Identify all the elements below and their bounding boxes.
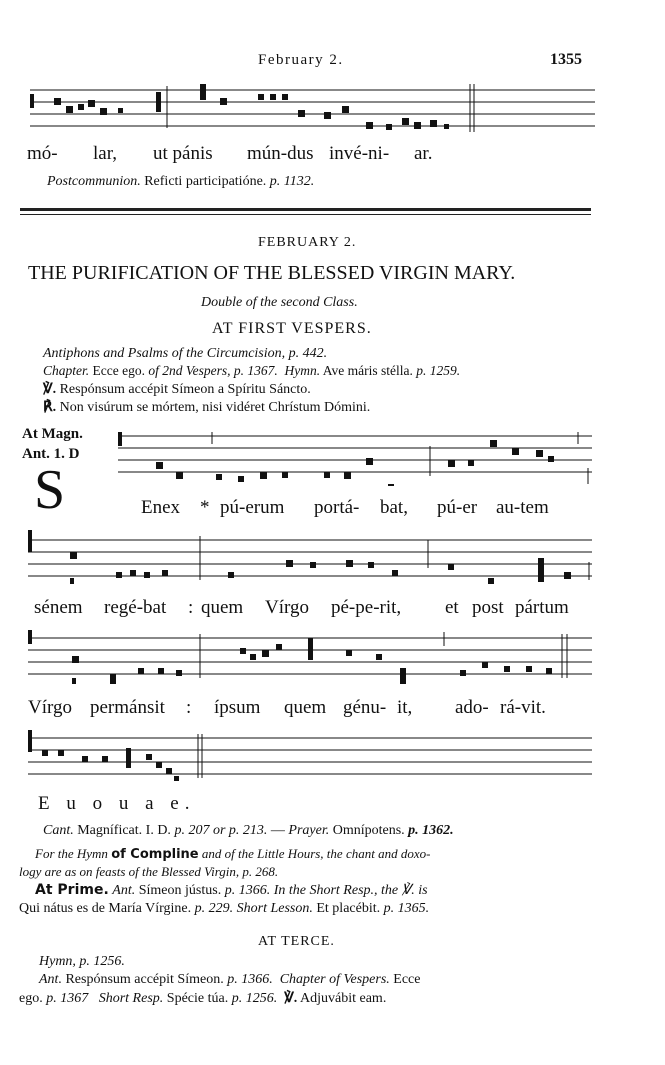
feast-rank: Double of the second Class.	[201, 295, 358, 310]
compline-b: of Compline	[111, 847, 199, 862]
compline-a: For the Hymn	[35, 846, 108, 861]
chapter-line	[43, 363, 460, 379]
lyric: ar.	[414, 143, 433, 164]
terce-v-text: Adjuvábit eam.	[300, 991, 387, 1006]
prime-line-1	[35, 882, 428, 899]
lyric: post	[472, 597, 504, 618]
prime-ant: Ant.	[112, 883, 136, 898]
section-divider-thin	[20, 214, 591, 215]
prayer-ref: p. 1362.	[408, 823, 454, 838]
lyric: ípsum	[214, 697, 261, 718]
lyric: ut pánis	[153, 143, 213, 164]
terce-chapter-text: Ecce	[393, 972, 421, 987]
versicle-sign: ℣.	[43, 382, 57, 397]
lyric: it,	[397, 697, 413, 718]
prime-line-2-text: Qui nátus es de María Vírgine.	[19, 901, 192, 916]
lesson-text: Et placébit.	[316, 901, 381, 916]
lyric: au-tem	[496, 497, 549, 518]
prime-text: Símeon jústus.	[138, 883, 222, 898]
response-sign: ℟.	[43, 400, 57, 415]
lyric: Vírgo	[265, 597, 309, 618]
ant-label: Ant. 1. D	[22, 446, 80, 462]
dash: —	[270, 823, 285, 838]
prayer-label: Prayer.	[288, 823, 330, 838]
compline-c: and of the Little Hours, the chant and doxo-	[201, 846, 431, 861]
cant-ref: p. 207	[174, 823, 210, 838]
music-staff-4	[28, 628, 592, 690]
response-line	[43, 399, 370, 416]
section-divider	[20, 208, 591, 211]
drop-cap-initial: S	[34, 459, 66, 521]
postcommunion-ref: p. 1132.	[269, 174, 315, 189]
compline-line-2: logy are as on feasts of the Blessed Virgin, p. 268.	[19, 864, 279, 879]
lyric: rá-vit.	[500, 697, 546, 718]
terce-line-1	[39, 972, 420, 988]
lyric: sénem	[34, 597, 83, 618]
chapter-text: Ecce ego.	[92, 363, 145, 378]
lyric: pú-er	[437, 497, 478, 518]
lyric: lar,	[93, 143, 118, 164]
prime-resp: In the Short Resp., the ℣. is	[273, 883, 428, 898]
section-first-vespers: AT FIRST VESPERS.	[212, 320, 372, 337]
prime-ref: p. 1366.	[224, 883, 271, 898]
cant-line	[43, 823, 454, 839]
prime-line-2	[19, 901, 429, 917]
feast-date: FEBRUARY 2.	[258, 235, 357, 250]
cant-or: or	[212, 823, 226, 838]
lyric: regé-bat	[104, 597, 167, 618]
feast-title: THE PURIFICATION OF THE BLESSED VIRGIN MARY.	[28, 262, 516, 284]
terce-ant-text: Respónsum accépit Símeon.	[65, 972, 224, 987]
lyric: pú-erum	[220, 497, 285, 518]
lyric: génu-	[343, 697, 387, 718]
terce-ant-ref: p. 1366.	[227, 972, 273, 987]
lyric: :	[186, 697, 192, 718]
prayer-text: Omnípotens.	[332, 823, 405, 838]
cant-label: Cant.	[43, 823, 74, 838]
chapter-label: Chapter.	[43, 363, 90, 378]
music-staff-5	[28, 728, 592, 788]
lyric: permánsit	[90, 697, 165, 718]
lyric: quem	[284, 697, 327, 718]
lyric: pártum	[515, 597, 569, 618]
prime-label: At Prime.	[35, 882, 109, 898]
compline-line-1	[35, 846, 430, 862]
lyric: invé-ni-	[329, 143, 390, 164]
hymn-text: Ave máris stélla.	[322, 363, 413, 378]
lesson-ref: p. 1365.	[383, 901, 430, 916]
chapter-ref: of 2nd Vespers, p. 1367.	[148, 363, 278, 378]
magn-label: At Magn.	[22, 426, 83, 442]
terce-hymn: Hymn, p. 1256.	[39, 954, 125, 969]
lyric: bat,	[380, 497, 408, 518]
antiphons-line: Antiphons and Psalms of the Circumcision, p. 442.	[43, 346, 328, 361]
terce-line-2a: ego.	[19, 991, 43, 1006]
postcommunion-line	[47, 174, 314, 190]
lyric: quem	[201, 597, 244, 618]
lyric: ado-	[455, 697, 489, 718]
versicle-text: Respónsum accépit Símeon a Spíritu Sáncto.	[59, 382, 311, 397]
page-number: 1355	[550, 51, 582, 68]
page-header-title: February 2.	[258, 52, 344, 68]
lyric: :	[188, 597, 194, 618]
lyric: mó-	[27, 143, 58, 164]
lyric: et	[445, 597, 459, 618]
terce-short-text: Spécie túa.	[166, 991, 229, 1006]
postcommunion-label: Postcommunion.	[47, 174, 141, 189]
lyric: Enex	[141, 497, 181, 518]
cant-ref-2: p. 213.	[228, 823, 268, 838]
music-staff-3	[28, 528, 592, 590]
music-staff-1	[30, 78, 595, 140]
lyric: portá-	[314, 497, 360, 518]
postcommunion-text: Reficti participatióne.	[144, 174, 267, 189]
lyric: *	[200, 497, 210, 518]
lesson-label: Short Lesson.	[236, 901, 313, 916]
hymn-ref: p. 1259.	[416, 363, 461, 378]
hymn-label: Hymn.	[284, 363, 321, 378]
response-text: Non visúrum se mórtem, nisi vidéret Chrístum Dómini.	[59, 400, 371, 415]
terce-ref: p. 1367	[46, 991, 89, 1006]
terce-chapter: Chapter of Vespers.	[279, 972, 390, 987]
versicle-line	[43, 381, 311, 398]
lyric: Vírgo	[28, 697, 72, 718]
terce-line-2	[19, 990, 386, 1007]
terce-ant-label: Ant.	[39, 972, 62, 987]
music-staff-2	[118, 428, 592, 486]
lyric: pé-pe-rit,	[331, 597, 402, 618]
terce-v-sign: ℣.	[284, 991, 298, 1006]
prime-ref-2: p. 229.	[194, 901, 234, 916]
terce-short-ref: p. 1256.	[231, 991, 278, 1006]
section-terce: AT TERCE.	[258, 934, 335, 949]
lyric: mún-dus	[247, 143, 314, 164]
terce-short-resp: Short Resp.	[98, 991, 164, 1006]
euouae: E u o u a e.	[38, 793, 196, 814]
cant-text: Magníficat. I. D.	[77, 823, 171, 838]
